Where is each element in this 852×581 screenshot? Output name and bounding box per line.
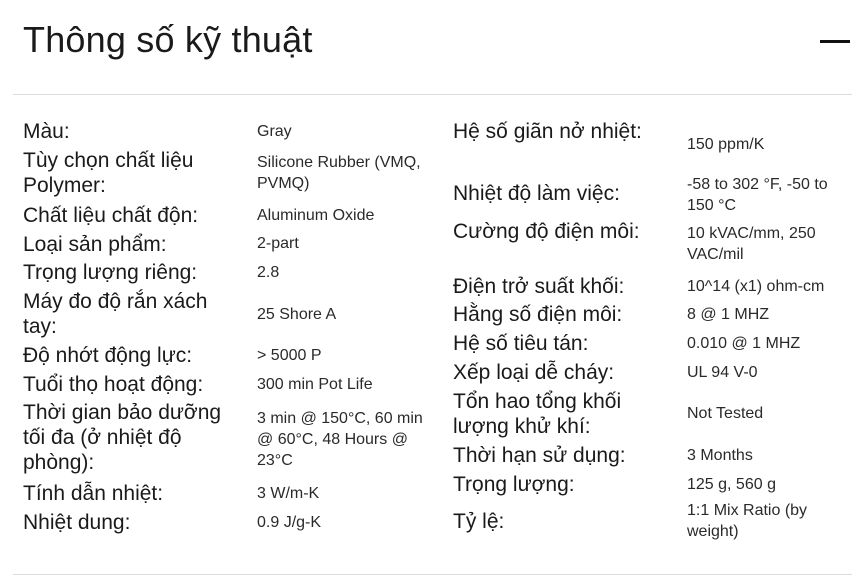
- spec-label: Loại sản phẩm:: [23, 233, 167, 256]
- spec-value: 25 Shore A: [257, 306, 337, 323]
- spec-label: Tùy chọn chất liệu Polymer:: [23, 149, 194, 197]
- spec-label: Điện trở suất khối:: [453, 275, 625, 298]
- spec-label: Xếp loại dễ cháy:: [453, 361, 615, 384]
- collapse-button[interactable]: [812, 28, 852, 56]
- spec-value: Silicone Rubber (VMQ, PVMQ): [257, 154, 421, 192]
- spec-label: Tính dẫn nhiệt:: [23, 482, 164, 505]
- minus-icon: [820, 40, 850, 43]
- spec-value: 10 kVAC/mm, 250 VAC/mil: [687, 225, 816, 263]
- spec-value: -58 to 302 °F, -50 to 150 °C: [687, 176, 828, 214]
- spec-value: UL 94 V-0: [687, 364, 758, 381]
- spec-label: Tuổi thọ hoạt động:: [23, 373, 204, 396]
- spec-value: 0.9 J/g-K: [257, 514, 322, 531]
- divider-bottom: [13, 574, 852, 575]
- spec-label: Nhiệt dung:: [23, 511, 131, 534]
- spec-value: 0.010 @ 1 MHZ: [687, 335, 801, 352]
- spec-label: Hệ số giãn nở nhiệt:: [453, 120, 642, 143]
- spec-label: Nhiệt độ làm việc:: [453, 182, 620, 205]
- spec-value: 150 ppm/K: [687, 136, 765, 153]
- spec-value: 3 W/m-K: [257, 485, 320, 502]
- spec-label: Độ nhớt động lực:: [23, 344, 193, 367]
- spec-value: 3 Months: [687, 447, 753, 464]
- spec-value: 1:1 Mix Ratio (by weight): [687, 502, 808, 540]
- spec-label: Thời hạn sử dụng:: [453, 444, 626, 467]
- spec-label: Màu:: [23, 120, 70, 143]
- spec-label: Thời gian bảo dưỡng tối đa (ở nhiệt độ phòng):: [23, 401, 222, 474]
- divider-top: [13, 94, 852, 95]
- spec-value: 2-part: [257, 235, 299, 252]
- spec-label: Máy đo độ rắn xách tay:: [23, 290, 208, 338]
- spec-value: 300 min Pot Life: [257, 376, 373, 393]
- section-title: Thông số kỹ thuật: [23, 19, 313, 60]
- spec-label: Hệ số tiêu tán:: [453, 332, 589, 355]
- spec-label: Tổn hao tổng khối lượng khử khí:: [453, 390, 622, 438]
- spec-label: Hằng số điện môi:: [453, 303, 623, 326]
- spec-label: Chất liệu chất độn:: [23, 204, 199, 227]
- spec-label: Tỷ lệ:: [453, 510, 505, 533]
- spec-value: 2.8: [257, 264, 280, 281]
- spec-value: 3 min @ 150°C, 60 min @ 60°C, 48 Hours @ 23°C: [257, 410, 423, 469]
- spec-value: Gray: [257, 123, 292, 140]
- spec-label: Trọng lượng riêng:: [23, 261, 198, 284]
- spec-value: 125 g, 560 g: [687, 476, 776, 493]
- spec-value: Not Tested: [687, 405, 764, 422]
- spec-value: Aluminum Oxide: [257, 207, 375, 224]
- spec-value: 8 @ 1 MHZ: [687, 306, 770, 323]
- spec-label: Trọng lượng:: [453, 473, 575, 496]
- spec-value: 10^14 (x1) ohm-cm: [687, 278, 825, 295]
- spec-value: > 5000 P: [257, 347, 322, 364]
- spec-section-header[interactable]: [0, 0, 852, 95]
- spec-label: Cường độ điện môi:: [453, 220, 640, 243]
